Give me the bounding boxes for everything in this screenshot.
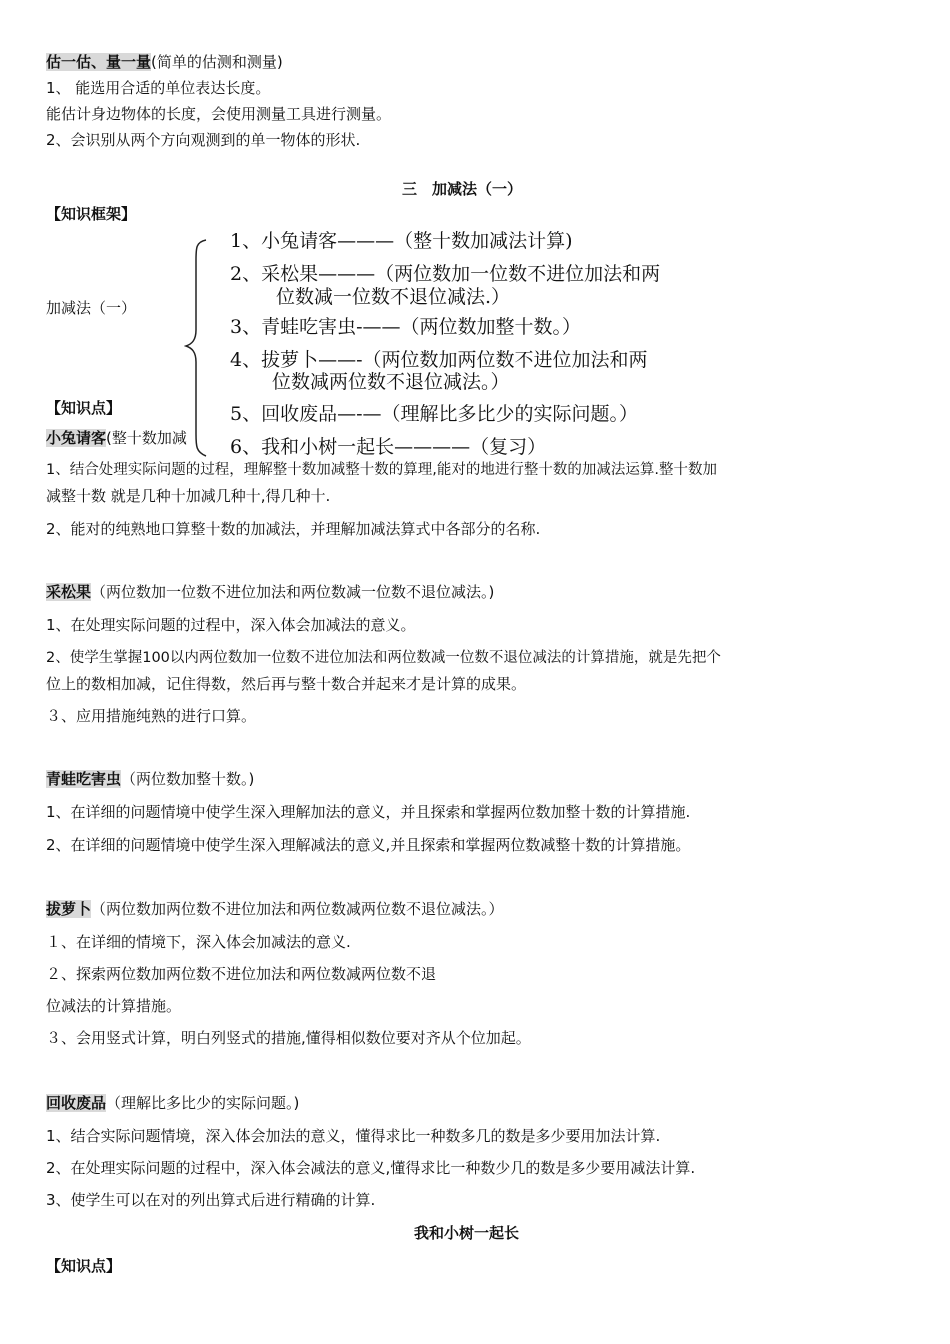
radish-line-3: 位减法的计算措施。 — [46, 997, 182, 1015]
pinecone-line-2: 2、使学生掌握100以内两位数加一位数不进位加法和两位数减一位数不退位减法的计算措施，就是先把个 — [46, 650, 721, 666]
recycle-title: 回收废品 — [46, 1094, 107, 1112]
tree-title: 我和小树一起长 — [414, 1224, 520, 1242]
rabbit-line-1: 1、结合处理实际问题的过程，理解整十数加减整十数的算理,能对的地进行整十数的加减法运算.整十数加 — [46, 462, 717, 478]
framework-heading: 【知识框架】 — [46, 205, 137, 223]
framework-item-4: 4、拔萝卜——-（两位数加两位数不进位加法和两 — [230, 349, 648, 371]
recycle-line-1: 1、结合实际问题情境，深入体会加法的意义，懂得求比一种数多几的数是多少要用加法计算. — [46, 1127, 661, 1145]
rabbit-line-2: 减整十数 就是几种十加减几种十,得几种十. — [46, 487, 331, 505]
rabbit-title: 小兔请客 — [46, 429, 107, 447]
pinecone-heading-line — [46, 582, 494, 602]
points-heading: 【知识点】 — [46, 399, 122, 417]
estimate-note: (简单的估测和测量) — [151, 53, 283, 71]
framework-root: 加减法（一） — [46, 299, 137, 317]
estimate-line-3: 2、会识别从两个方向观测到的单一物体的形状. — [46, 131, 361, 149]
estimate-title: 估一估、量一量 — [46, 53, 152, 71]
framework-item-3: 3、青蛙吃害虫-——（两位数加整十数。） — [230, 316, 582, 338]
chapter-title: 三 加减法（一） — [402, 180, 523, 198]
framework-item-2-cont: 位数减一位数不退位减法.） — [276, 286, 511, 308]
framework-item-5: 5、回收废品—-—（理解比多比少的实际问题。） — [230, 403, 639, 425]
frog-title: 青蛙吃害虫 — [46, 770, 122, 788]
framework-item-1: 1、小兔请客———（整十数加减法计算) — [230, 230, 573, 252]
pinecone-line-1: 1、在处理实际问题的过程中，深入体会加减法的意义。 — [46, 616, 416, 634]
recycle-line-3: 3、使学生可以在对的列出算式后进行精确的计算. — [46, 1191, 376, 1209]
framework-item-6: 6、我和小树一起长————（复习） — [230, 436, 547, 458]
recycle-line-2: 2、在处理实际问题的过程中，深入体会减法的意义,懂得求比一种数少几的数是多少要用减法计算. — [46, 1159, 696, 1177]
brace-icon — [184, 238, 214, 460]
rabbit-note: (整十数加减 — [106, 429, 187, 447]
radish-heading-line — [46, 899, 504, 919]
estimate-line-2: 能估计身边物体的长度，会使用测量工具进行测量。 — [46, 105, 392, 123]
frog-note: （两位数加整十数。) — [121, 770, 255, 788]
estimate-line-1: 1、 能选用合适的单位表达长度。 — [46, 79, 271, 97]
recycle-note: （理解比多比少的实际问题。) — [106, 1094, 300, 1112]
framework-item-2: 2、采松果———（两位数加一位数不进位加法和两 — [230, 263, 661, 285]
pinecone-title: 采松果 — [46, 583, 92, 601]
pinecone-line-4: ３、应用措施纯熟的进行口算。 — [46, 707, 257, 725]
frog-line-1: 1、在详细的问题情境中使学生深入理解加法的意义，并且探索和掌握两位数加整十数的计算措施. — [46, 803, 691, 821]
framework-item-4-cont: 位数减两位数不退位减法。） — [272, 371, 510, 393]
tree-heading: 【知识点】 — [46, 1257, 122, 1275]
frog-heading-line — [46, 769, 254, 789]
radish-line-4: ３、会用竖式计算，明白列竖式的措施,懂得相似数位要对齐从个位加起。 — [46, 1029, 531, 1047]
pinecone-note: （两位数加一位数不进位加法和两位数减一位数不退位减法。) — [91, 583, 495, 601]
radish-title: 拔萝卜 — [46, 900, 92, 918]
estimate-heading-line — [46, 52, 283, 72]
pinecone-line-3: 位上的数相加减，记住得数，然后再与整十数合并起来才是计算的成果。 — [46, 675, 527, 693]
rabbit-line-3: 2、能对的纯熟地口算整十数的加减法，并理解加减法算式中各部分的名称. — [46, 520, 541, 538]
radish-line-2: ２、探索两位数加两位数不进位加法和两位数减两位数不退 — [46, 965, 437, 983]
radish-line-1: １、在详细的情境下，深入体会加减法的意义. — [46, 933, 351, 951]
rabbit-heading-line — [46, 428, 218, 448]
radish-note: （两位数加两位数不进位加法和两位数减两位数不退位减法。） — [91, 900, 504, 918]
recycle-heading-line — [46, 1093, 299, 1113]
frog-line-2: 2、在详细的问题情境中使学生深入理解减法的意义,并且探索和掌握两位数减整十数的计算措施。 — [46, 836, 691, 854]
